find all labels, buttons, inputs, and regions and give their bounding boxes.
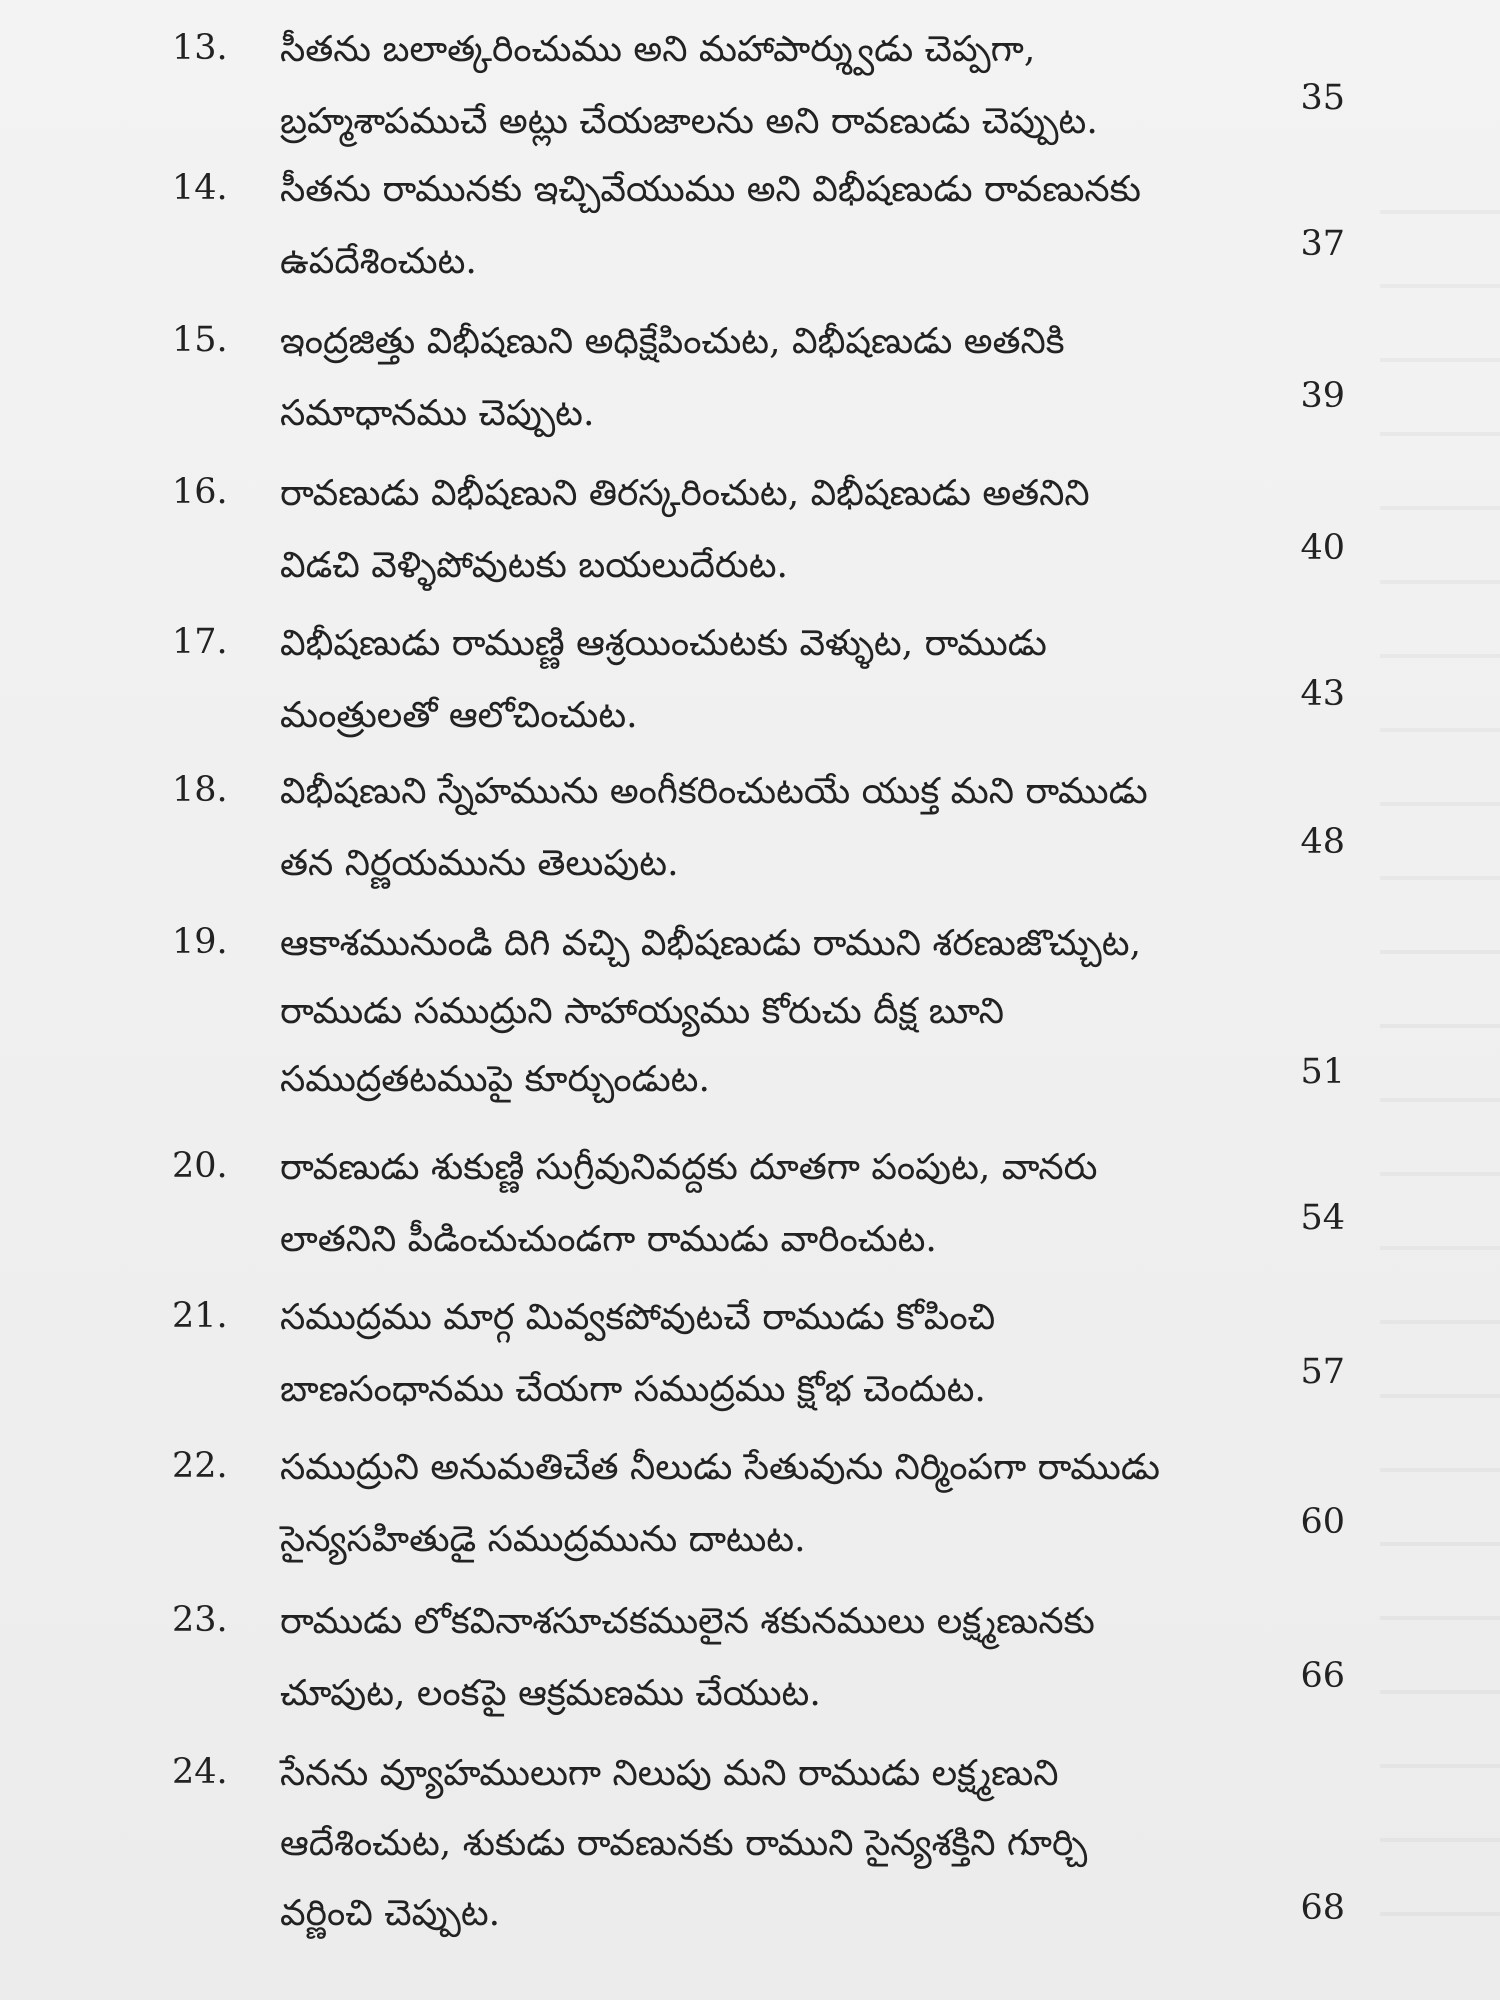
entry-text-line: రాముడు లోకవినాశసూచకములైన శకునములు లక్ష్మణునకు xyxy=(280,1601,1095,1642)
entry-text-line: సీతను రామునకు ఇచ్చివేయుము అని విభీషణుడు రావణునకు xyxy=(280,169,1141,210)
entry-number: 20. xyxy=(172,1146,228,1186)
entry-text-line: మంత్రులతో ఆలోచించుట. xyxy=(280,695,638,736)
entry-text-line: ఉపదేశించుట. xyxy=(280,241,477,282)
entry-page-number: 60 xyxy=(1300,1502,1345,1542)
entry-text-line: విభీషణుని స్నేహమును అంగీకరించుటయే యుక్త మని రాముడు xyxy=(280,771,1148,812)
entry-page-number: 54 xyxy=(1300,1198,1345,1238)
entry-text-line: ఇంద్రజిత్తు విభీషణుని అధిక్షేపించుట, విభీషణుడు అతనికి xyxy=(280,321,1065,362)
entry-text-line: రావణుడు శుకుణ్ణి సుగ్రీవునివద్దకు దూతగా పంపుట, వానరు xyxy=(280,1147,1098,1188)
show-through-texture xyxy=(1380,140,1500,1980)
entry-text-line: బాణసంధానము చేయగా సముద్రము క్షోభ చెందుట. xyxy=(280,1369,986,1410)
entry-text-line: వర్ణించి చెప్పుట. xyxy=(280,1893,501,1934)
entry-number: 17. xyxy=(172,622,228,662)
entry-page-number: 48 xyxy=(1300,822,1345,862)
entry-text-line: సమాధానము చెప్పుట. xyxy=(280,393,595,434)
entry-text-line: సీతను బలాత్కరించుము అని మహాపార్శ్వుడు చెప్పగా, xyxy=(280,29,1036,70)
entry-number: 15. xyxy=(172,320,228,360)
entry-number: 13. xyxy=(172,28,228,68)
entry-page-number: 57 xyxy=(1300,1352,1345,1392)
entry-text-line: సముద్రతటముపై కూర్చుండుట. xyxy=(280,1059,710,1100)
entry-number: 18. xyxy=(172,770,228,810)
entry-page-number: 35 xyxy=(1300,78,1345,118)
entry-text-line: ఆకాశమునుండి దిగి వచ్చి విభీషణుడు రాముని శరణుజొచ్చుట, xyxy=(280,923,1142,964)
entry-text-line: బ్రహ్మశాపముచే అట్లు చేయజాలను అని రావణుడు చెప్పుట. xyxy=(280,101,1098,142)
entry-text-line: సేనను వ్యూహములుగా నిలుపు మని రాముడు లక్ష్మణుని xyxy=(280,1753,1059,1794)
entry-page-number: 68 xyxy=(1300,1888,1345,1928)
entry-page-number: 40 xyxy=(1300,528,1345,568)
entry-text-line: రాముడు సముద్రుని సాహాయ్యము కోరుచు దీక్ష బూని xyxy=(280,991,1004,1032)
entry-number: 21. xyxy=(172,1296,228,1336)
entry-text-line: విడచి వెళ్ళిపోవుటకు బయలుదేరుట. xyxy=(280,545,788,586)
entry-text-line: సముద్రుని అనుమతిచేత నీలుడు సేతువును నిర్మింపగా రాముడు xyxy=(280,1447,1160,1488)
entry-page-number: 39 xyxy=(1300,376,1345,416)
entry-page-number: 51 xyxy=(1300,1052,1345,1092)
entry-text-line: రావణుడు విభీషణుని తిరస్కరించుట, విభీషణుడు అతనిని xyxy=(280,473,1090,514)
entry-number: 19. xyxy=(172,922,228,962)
entry-text-line: సముద్రము మార్గ మివ్వకపోవుటచే రాముడు కోపించి xyxy=(280,1297,996,1338)
entry-number: 16. xyxy=(172,472,228,512)
entry-text-line: సైన్యసహితుడై సముద్రమును దాటుట. xyxy=(280,1519,806,1560)
entry-text-line: లాతనిని పీడించుచుండగా రాముడు వారించుట. xyxy=(280,1219,937,1260)
entry-text-line: చూపుట, లంకపై ఆక్రమణము చేయుట. xyxy=(280,1673,821,1714)
entry-number: 22. xyxy=(172,1446,228,1486)
entry-number: 23. xyxy=(172,1600,228,1640)
entry-page-number: 66 xyxy=(1300,1656,1345,1696)
entry-text-line: ఆదేశించుట, శుకుడు రావణునకు రాముని సైన్యశక్తిని గూర్చి xyxy=(280,1823,1088,1864)
entry-number: 14. xyxy=(172,168,228,208)
entry-text-line: విభీషణుడు రాముణ్ణి ఆశ్రయించుటకు వెళ్ళుట, రాముడు xyxy=(280,623,1047,664)
entry-number: 24. xyxy=(172,1752,228,1792)
entry-page-number: 37 xyxy=(1300,224,1345,264)
entry-text-line: తన నిర్ణయమును తెలుపుట. xyxy=(280,843,679,884)
entry-page-number: 43 xyxy=(1300,674,1345,714)
